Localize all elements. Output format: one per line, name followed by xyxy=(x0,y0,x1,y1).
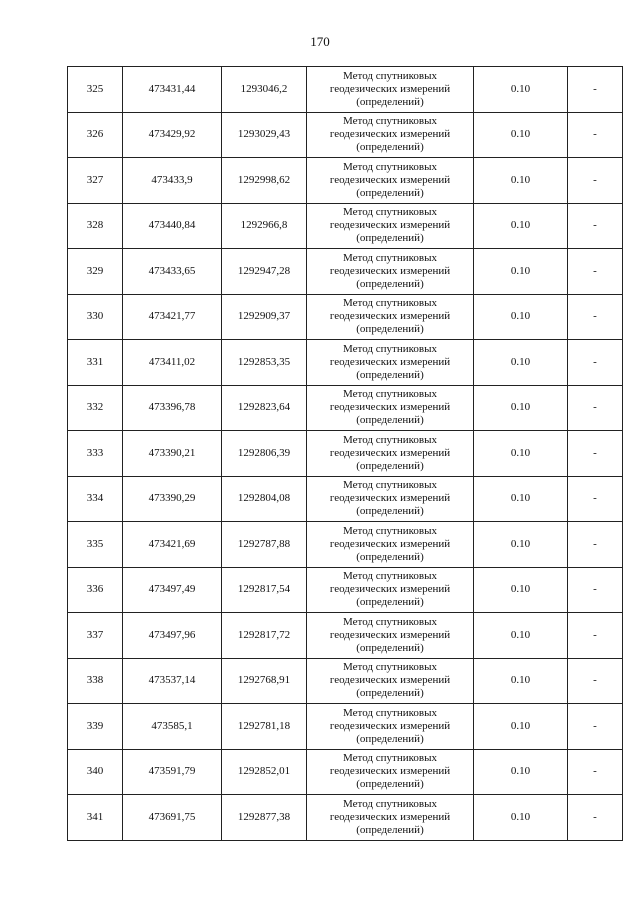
y-coordinate-cell: 1292817,54 xyxy=(222,567,307,613)
method-line: (определений) xyxy=(356,459,424,472)
x-coordinate-cell: 473421,77 xyxy=(123,294,222,340)
method-line: (определений) xyxy=(356,95,424,108)
coordinates-table-body xyxy=(68,67,623,841)
method-line: Метод спутниковых xyxy=(343,479,437,492)
method-line: (определений) xyxy=(356,596,424,609)
method-line: геодезических измерений xyxy=(329,128,451,141)
method-line: геодезических измерений xyxy=(329,765,451,778)
accuracy-cell: 0.10 xyxy=(474,567,568,613)
method-line: геодезических измерений xyxy=(329,628,451,641)
accuracy-cell: 0.10 xyxy=(474,294,568,340)
x-coordinate-cell: 473585,1 xyxy=(123,704,222,750)
description-cell: - xyxy=(568,658,623,704)
description-cell: - xyxy=(568,613,623,659)
description-cell: - xyxy=(568,340,623,386)
y-coordinate-cell: 1292806,39 xyxy=(222,431,307,477)
point-number-cell: 331 xyxy=(68,340,123,386)
x-coordinate-cell: 473429,92 xyxy=(123,112,222,158)
method-line: Метод спутниковых xyxy=(343,69,437,82)
method-line: геодезических измерений xyxy=(329,492,451,505)
page-number: 170 xyxy=(310,34,330,49)
method-line: (определений) xyxy=(356,323,424,336)
x-coordinate-cell: 473497,96 xyxy=(123,613,222,659)
method-line: Метод спутниковых xyxy=(343,661,437,674)
method-line: геодезических измерений xyxy=(329,583,451,596)
description-cell: - xyxy=(568,749,623,795)
x-coordinate-cell: 473440,84 xyxy=(123,203,222,249)
y-coordinate-cell: 1292781,18 xyxy=(222,704,307,750)
method-line: геодезических измерений xyxy=(329,219,451,232)
description-cell: - xyxy=(568,476,623,522)
table-row xyxy=(68,203,623,249)
accuracy-cell: 0.10 xyxy=(474,476,568,522)
table-row xyxy=(68,112,623,158)
description-cell: - xyxy=(568,704,623,750)
description-cell: - xyxy=(568,567,623,613)
description-cell: - xyxy=(568,522,623,568)
point-number-cell: 334 xyxy=(68,476,123,522)
method-line: (определений) xyxy=(356,232,424,245)
accuracy-cell: 0.10 xyxy=(474,613,568,659)
method-line: геодезических измерений xyxy=(329,355,451,368)
accuracy-cell: 0.10 xyxy=(474,795,568,841)
x-coordinate-cell: 473421,69 xyxy=(123,522,222,568)
point-number-cell: 338 xyxy=(68,658,123,704)
table-row xyxy=(68,67,623,113)
method-line: Метод спутниковых xyxy=(343,160,437,173)
method-line: геодезических измерений xyxy=(329,674,451,687)
table-row xyxy=(68,658,623,704)
x-coordinate-cell: 473431,44 xyxy=(123,67,222,113)
method-cell xyxy=(307,249,474,295)
accuracy-cell: 0.10 xyxy=(474,112,568,158)
method-line: геодезических измерений xyxy=(329,446,451,459)
method-line: (определений) xyxy=(356,186,424,199)
accuracy-cell: 0.10 xyxy=(474,704,568,750)
method-cell xyxy=(307,704,474,750)
x-coordinate-cell: 473390,29 xyxy=(123,476,222,522)
method-line: Метод спутниковых xyxy=(343,251,437,264)
description-cell: - xyxy=(568,158,623,204)
y-coordinate-cell: 1292877,38 xyxy=(222,795,307,841)
method-line: (определений) xyxy=(356,368,424,381)
method-cell xyxy=(307,112,474,158)
y-coordinate-cell: 1292998,62 xyxy=(222,158,307,204)
method-line: (определений) xyxy=(356,823,424,836)
y-coordinate-cell: 1292909,37 xyxy=(222,294,307,340)
accuracy-cell: 0.10 xyxy=(474,522,568,568)
point-number-cell: 325 xyxy=(68,67,123,113)
description-cell: - xyxy=(568,795,623,841)
x-coordinate-cell: 473433,9 xyxy=(123,158,222,204)
method-line: Метод спутниковых xyxy=(343,752,437,765)
method-line: геодезических измерений xyxy=(329,401,451,414)
x-coordinate-cell: 473691,75 xyxy=(123,795,222,841)
method-line: (определений) xyxy=(356,141,424,154)
method-cell xyxy=(307,294,474,340)
method-line: Метод спутниковых xyxy=(343,206,437,219)
point-number-cell: 332 xyxy=(68,385,123,431)
coordinates-table xyxy=(67,66,623,841)
method-cell xyxy=(307,203,474,249)
method-line: Метод спутниковых xyxy=(343,297,437,310)
table-row xyxy=(68,385,623,431)
y-coordinate-cell: 1292852,01 xyxy=(222,749,307,795)
method-line: геодезических измерений xyxy=(329,82,451,95)
method-line: (определений) xyxy=(356,778,424,791)
y-coordinate-cell: 1292768,91 xyxy=(222,658,307,704)
accuracy-cell: 0.10 xyxy=(474,249,568,295)
table-row xyxy=(68,704,623,750)
y-coordinate-cell: 1292823,64 xyxy=(222,385,307,431)
method-cell xyxy=(307,749,474,795)
method-line: Метод спутниковых xyxy=(343,115,437,128)
method-cell xyxy=(307,567,474,613)
accuracy-cell: 0.10 xyxy=(474,158,568,204)
method-line: (определений) xyxy=(356,687,424,700)
method-line: Метод спутниковых xyxy=(343,797,437,810)
method-line: геодезических измерений xyxy=(329,264,451,277)
point-number-cell: 329 xyxy=(68,249,123,295)
y-coordinate-cell: 1293029,43 xyxy=(222,112,307,158)
table-row xyxy=(68,158,623,204)
method-line: (определений) xyxy=(356,732,424,745)
point-number-cell: 333 xyxy=(68,431,123,477)
accuracy-cell: 0.10 xyxy=(474,67,568,113)
table-row xyxy=(68,522,623,568)
y-coordinate-cell: 1292804,08 xyxy=(222,476,307,522)
method-line: (определений) xyxy=(356,550,424,563)
accuracy-cell: 0.10 xyxy=(474,431,568,477)
method-line: Метод спутниковых xyxy=(343,388,437,401)
accuracy-cell: 0.10 xyxy=(474,658,568,704)
x-coordinate-cell: 473411,02 xyxy=(123,340,222,386)
method-cell xyxy=(307,658,474,704)
method-cell xyxy=(307,476,474,522)
method-cell xyxy=(307,522,474,568)
x-coordinate-cell: 473537,14 xyxy=(123,658,222,704)
method-line: геодезических измерений xyxy=(329,537,451,550)
y-coordinate-cell: 1292947,28 xyxy=(222,249,307,295)
point-number-cell: 340 xyxy=(68,749,123,795)
table-row xyxy=(68,749,623,795)
y-coordinate-cell: 1292817,72 xyxy=(222,613,307,659)
y-coordinate-cell: 1292853,35 xyxy=(222,340,307,386)
table-row xyxy=(68,476,623,522)
method-line: Метод спутниковых xyxy=(343,524,437,537)
accuracy-cell: 0.10 xyxy=(474,340,568,386)
method-line: Метод спутниковых xyxy=(343,615,437,628)
description-cell: - xyxy=(568,67,623,113)
method-line: геодезических измерений xyxy=(329,810,451,823)
point-number-cell: 327 xyxy=(68,158,123,204)
method-line: (определений) xyxy=(356,641,424,654)
x-coordinate-cell: 473390,21 xyxy=(123,431,222,477)
table-row xyxy=(68,567,623,613)
x-coordinate-cell: 473433,65 xyxy=(123,249,222,295)
method-cell xyxy=(307,795,474,841)
method-line: геодезических измерений xyxy=(329,310,451,323)
method-line: Метод спутниковых xyxy=(343,706,437,719)
y-coordinate-cell: 1292787,88 xyxy=(222,522,307,568)
table-row xyxy=(68,795,623,841)
method-line: геодезических измерений xyxy=(329,719,451,732)
method-cell xyxy=(307,431,474,477)
description-cell: - xyxy=(568,249,623,295)
description-cell: - xyxy=(568,112,623,158)
point-number-cell: 326 xyxy=(68,112,123,158)
accuracy-cell: 0.10 xyxy=(474,749,568,795)
description-cell: - xyxy=(568,385,623,431)
x-coordinate-cell: 473497,49 xyxy=(123,567,222,613)
method-line: (определений) xyxy=(356,414,424,427)
table-row xyxy=(68,431,623,477)
x-coordinate-cell: 473591,79 xyxy=(123,749,222,795)
point-number-cell: 337 xyxy=(68,613,123,659)
table-row xyxy=(68,340,623,386)
accuracy-cell: 0.10 xyxy=(474,203,568,249)
point-number-cell: 341 xyxy=(68,795,123,841)
description-cell: - xyxy=(568,203,623,249)
method-line: Метод спутниковых xyxy=(343,570,437,583)
method-line: Метод спутниковых xyxy=(343,433,437,446)
method-cell xyxy=(307,385,474,431)
method-line: (определений) xyxy=(356,505,424,518)
method-line: Метод спутниковых xyxy=(343,342,437,355)
point-number-cell: 336 xyxy=(68,567,123,613)
table-row xyxy=(68,249,623,295)
method-cell xyxy=(307,340,474,386)
method-cell xyxy=(307,613,474,659)
accuracy-cell: 0.10 xyxy=(474,385,568,431)
y-coordinate-cell: 1293046,2 xyxy=(222,67,307,113)
method-line: геодезических измерений xyxy=(329,173,451,186)
point-number-cell: 339 xyxy=(68,704,123,750)
table-row xyxy=(68,294,623,340)
table-row xyxy=(68,613,623,659)
method-line: (определений) xyxy=(356,277,424,290)
method-cell xyxy=(307,67,474,113)
description-cell: - xyxy=(568,294,623,340)
description-cell: - xyxy=(568,431,623,477)
point-number-cell: 335 xyxy=(68,522,123,568)
point-number-cell: 330 xyxy=(68,294,123,340)
y-coordinate-cell: 1292966,8 xyxy=(222,203,307,249)
method-cell xyxy=(307,158,474,204)
point-number-cell: 328 xyxy=(68,203,123,249)
x-coordinate-cell: 473396,78 xyxy=(123,385,222,431)
